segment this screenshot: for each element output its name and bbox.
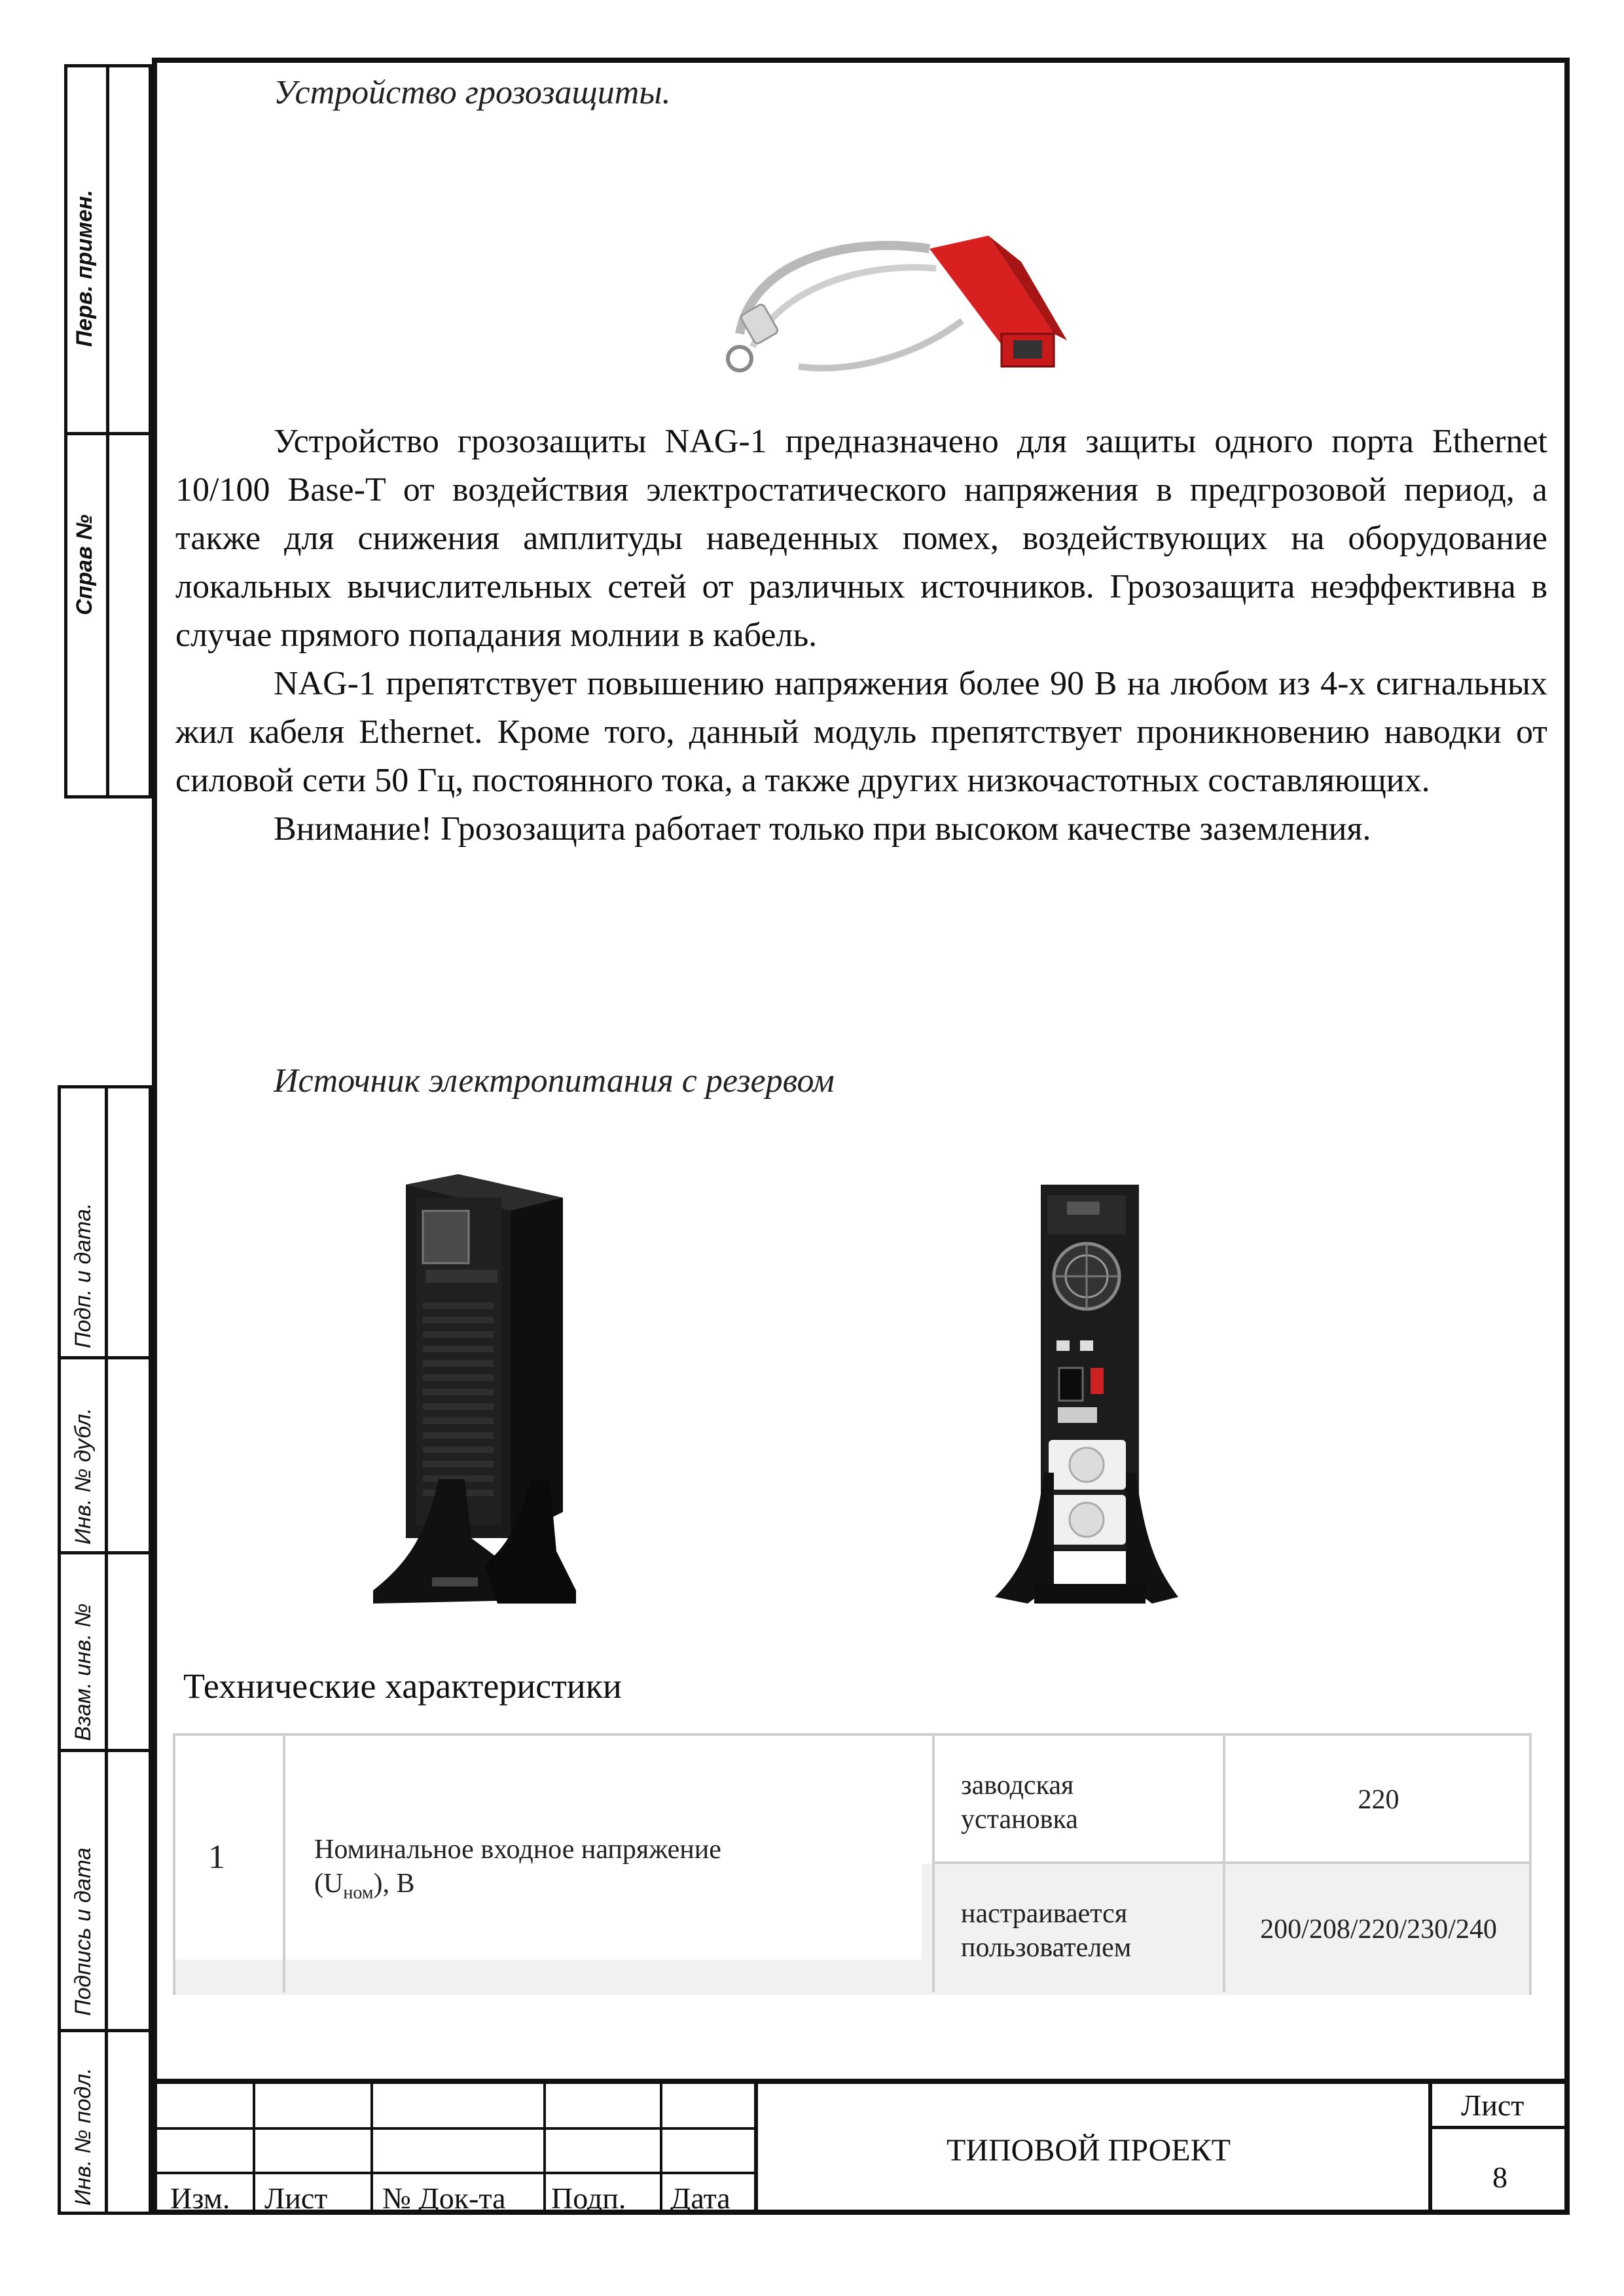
ups-rear-image (988, 1178, 1185, 1610)
specs-heading: Технические характеристики (183, 1666, 622, 1706)
title-block (152, 2079, 1570, 2215)
tb-line (1428, 2079, 1432, 2215)
opt1-value: 220 (1358, 1785, 1399, 1815)
tb-line (1428, 2126, 1570, 2129)
sidebar-label-podp-data: Подп. и дата. (71, 1202, 96, 1348)
tb-sheet-number: 8 (1492, 2161, 1507, 2194)
tb-line (754, 2079, 758, 2215)
sidebar-label-vzam-inv: Взам. инв. № (71, 1603, 96, 1741)
spec-table (173, 1733, 1532, 1995)
col-divider (283, 1736, 285, 1992)
tb-line (370, 2079, 373, 2215)
row-divider (932, 1861, 1529, 1864)
paragraph: Внимание! Грозозащита работает только при высоком качестве заземления. (274, 810, 1371, 848)
caption-ups: Источник электропитания с резервом (274, 1062, 835, 1100)
tb-top-line (152, 2079, 1570, 2084)
sidebar-label-podpis-data: Подпись и дата (71, 1847, 96, 2016)
sidebar-label-inv-podl: Инв. № подл. (71, 2068, 96, 2206)
tb-project-title: ТИПОВОЙ ПРОЕКТ (947, 2133, 1231, 2168)
paragraph: NAG-1 препятствует повышению напряжения более 90 В на любом из 4-х сигнальных жил кабеля Ethernet. Кроме того, данный модуль препятствует проникновению наводки от силовой сети 50 Гц, постоянного тока, а также других низкочастотных составляющих. (175, 665, 1547, 799)
opt2-value: 200/208/220/230/240 (1260, 1914, 1497, 1945)
section1-text (175, 418, 1547, 853)
caption-lightning-protection: Устройство грозозащиты. (274, 74, 671, 111)
opt1-label: заводская установка (961, 1770, 1078, 1835)
col-divider (1223, 1736, 1225, 1992)
sidebar-label-inv-dubl: Инв. № дубл. (71, 1407, 96, 1545)
tb-data: Дата (670, 2181, 731, 2215)
tb-sheet-label: Лист (1461, 2089, 1525, 2122)
tb-izm: Изм. (170, 2181, 230, 2215)
sidebar-divider (105, 1085, 108, 2215)
param-unit-sub: ном (343, 1882, 374, 1903)
row-number: 1 (208, 1839, 225, 1876)
tb-line (152, 2127, 758, 2130)
ups-front-image (367, 1172, 576, 1617)
tb-dok: № Док-та (382, 2181, 506, 2215)
opt2-label: настраивается пользователем (961, 1899, 1132, 1963)
param-name-text: Номинальное входное напряжение (314, 1835, 721, 1865)
col-divider (932, 1736, 935, 1992)
sidebar-label-sprav: Справ № (72, 514, 97, 615)
tb-list: Лист (264, 2181, 328, 2215)
param-name (314, 1833, 903, 1910)
sidebar-label-perv-primen: Перв. примен. (72, 190, 97, 347)
tb-line (253, 2079, 255, 2215)
tb-line (152, 2172, 758, 2174)
tb-podp: Подп. (551, 2181, 626, 2215)
lightning-protector-image (713, 209, 1080, 386)
param-unit-prefix: (U (314, 1869, 344, 1899)
tb-line (660, 2079, 662, 2215)
paragraph: Устройство грозозащиты NAG-1 предназначено для защиты одного порта Ethernet 10/100 Base-T от воздействия электростатического напряжения в предгрозовой период, а также для снижения амплитуды наведенных помех, воздействующих на оборудование локальных вычислительных сетей от различных источников. Грозозащита неэффективна в случае прямого попадания молнии в кабель. (175, 423, 1547, 654)
param-unit-suffix: ), В (373, 1869, 415, 1899)
tb-line (543, 2079, 546, 2215)
sidebar-divider (106, 64, 109, 798)
